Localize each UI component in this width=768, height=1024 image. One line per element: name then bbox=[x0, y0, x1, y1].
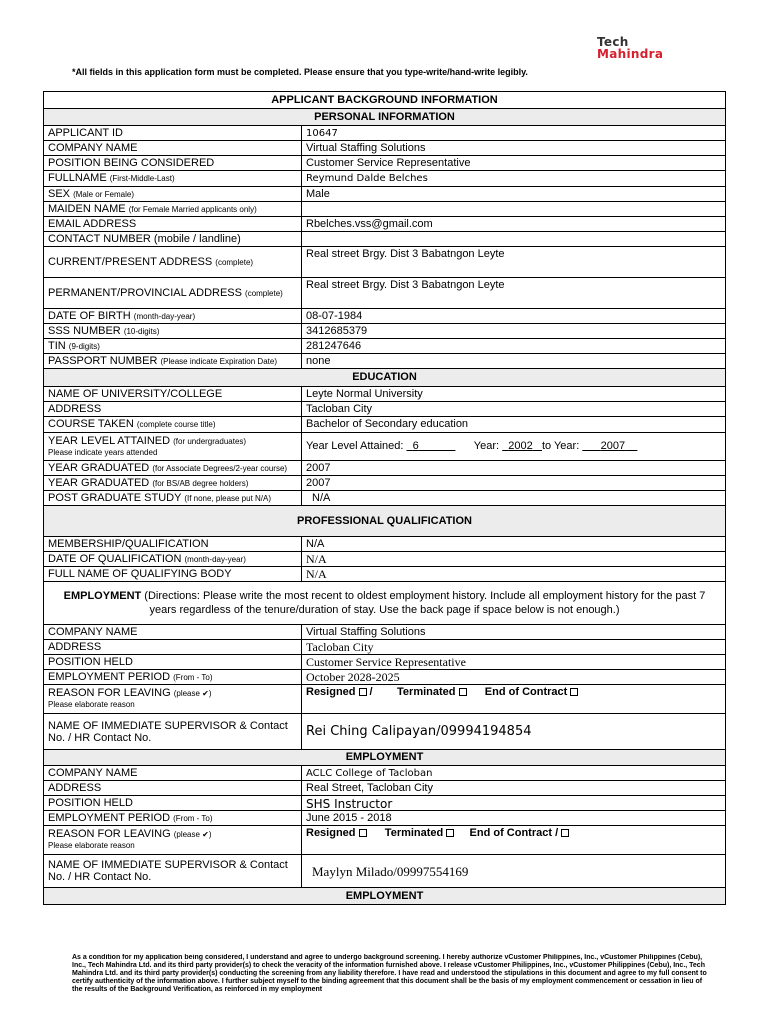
current-address-label-text: CURRENT/PRESENT ADDRESS bbox=[48, 255, 213, 268]
emp2-label-position: POSITION HELD bbox=[44, 796, 302, 811]
passport-label-text: PASSPORT NUMBER bbox=[48, 354, 158, 367]
section-employment-3: EMPLOYMENT bbox=[44, 888, 726, 905]
emp2-period-hint: (From - To) bbox=[173, 813, 213, 823]
emp1-end-checkbox[interactable] bbox=[570, 688, 578, 696]
maiden-label-text: MAIDEN NAME bbox=[48, 202, 126, 215]
tech-mahindra-logo bbox=[597, 36, 663, 60]
applicant-form bbox=[43, 91, 726, 905]
emp1-label-company: COMPANY NAME bbox=[44, 625, 302, 640]
year-from-text: 2002 bbox=[508, 440, 533, 452]
emp2-label-company: COMPANY NAME bbox=[44, 766, 302, 781]
form-title: APPLICANT BACKGROUND INFORMATION bbox=[44, 92, 726, 109]
emp1-resigned-label: Resigned bbox=[306, 686, 356, 698]
emp2-period-field[interactable]: June 2015 - 2018 bbox=[302, 811, 726, 826]
label-university: NAME OF UNIVERSITY/COLLEGE bbox=[44, 387, 302, 402]
membership-field[interactable]: N/A bbox=[302, 537, 726, 552]
qual-date-label-text: DATE OF QUALIFICATION bbox=[48, 552, 182, 565]
post-grad-label-text: POST GRADUATE STUDY bbox=[48, 491, 182, 504]
emp1-label-address: ADDRESS bbox=[44, 640, 302, 655]
emp2-terminated-label: Terminated bbox=[384, 827, 444, 839]
form-notice: *All fields in this application form must be completed. Please ensure that you type-write/hand-write legibly. bbox=[72, 67, 528, 77]
sss-hint: (10-digits) bbox=[123, 326, 160, 336]
emp2-end-label: End of Contract bbox=[469, 827, 553, 839]
label-grad-bs bbox=[44, 476, 302, 491]
sex-label-text: SEX bbox=[48, 187, 71, 200]
dob-label-text: DATE OF BIRTH bbox=[48, 309, 131, 322]
fullname-hint: (First-Middle-Last) bbox=[109, 174, 175, 183]
emp2-supervisor-label-1: NAME OF IMMEDIATE SUPERVISOR & Contact bbox=[48, 859, 288, 871]
year-level-hint2: Please indicate years attended bbox=[48, 447, 158, 457]
applicant-id-field[interactable]: 10647 bbox=[302, 126, 726, 141]
emp2-end-checkbox[interactable] bbox=[561, 829, 569, 837]
email-field[interactable]: Rbelches.vss@gmail.com bbox=[302, 217, 726, 232]
company-name-field[interactable]: Virtual Staffing Solutions bbox=[302, 141, 726, 156]
label-company-name: COMPANY NAME bbox=[44, 141, 302, 156]
grad-assoc-hint: (for Associate Degrees/2-year course) bbox=[152, 463, 288, 473]
emp2-reason-label-text: REASON FOR LEAVING bbox=[48, 828, 171, 840]
course-label-text: COURSE TAKEN bbox=[48, 418, 134, 430]
current-address-hint: (complete) bbox=[215, 257, 254, 267]
emp2-label-reason bbox=[44, 826, 302, 855]
emp2-reason-hint: (please ✔) bbox=[173, 830, 212, 839]
emp2-supervisor-field[interactable]: Maylyn Milado/09997554169 bbox=[302, 855, 726, 888]
grad-bs-hint: (for BS/AB degree holders) bbox=[152, 478, 249, 488]
post-grad-hint: (If none, please put N/A) bbox=[184, 493, 272, 503]
emp1-period-hint: (From - To) bbox=[173, 672, 213, 682]
label-maiden bbox=[44, 202, 302, 217]
emp1-reason-hint: (please ✔) bbox=[173, 689, 212, 698]
emp1-company-field[interactable]: Virtual Staffing Solutions bbox=[302, 625, 726, 640]
section-education: EDUCATION bbox=[44, 369, 726, 387]
sex-hint: (Male or Female) bbox=[73, 189, 134, 199]
emp2-label-address: ADDRESS bbox=[44, 781, 302, 796]
emp2-position-field[interactable]: SHS Instructor bbox=[302, 796, 726, 811]
employment-intro-title: EMPLOYMENT bbox=[63, 590, 142, 602]
dob-field[interactable]: 08-07-1984 bbox=[302, 309, 726, 324]
grad-assoc-label-text: YEAR GRADUATED bbox=[48, 461, 150, 474]
emp2-label-supervisor bbox=[44, 855, 302, 888]
passport-field[interactable]: none bbox=[302, 354, 726, 369]
qual-body-field[interactable]: N/A bbox=[302, 567, 726, 582]
label-edu-address: ADDRESS bbox=[44, 402, 302, 417]
label-year-level bbox=[44, 433, 302, 461]
position-field[interactable]: Customer Service Representative bbox=[302, 156, 726, 171]
permanent-address-field[interactable]: Real street Brgy. Dist 3 Babatngon Leyte bbox=[302, 278, 726, 309]
year-level-attained-label: Year Level Attained: bbox=[306, 440, 404, 452]
label-qual-body: FULL NAME OF QUALIFYING BODY bbox=[44, 567, 302, 582]
year-to-label: to Year: bbox=[541, 440, 580, 452]
section-employment-2: EMPLOYMENT bbox=[44, 750, 726, 766]
qual-date-field[interactable]: N/A bbox=[302, 552, 726, 567]
label-passport bbox=[44, 354, 302, 369]
emp1-period-label-text: EMPLOYMENT PERIOD bbox=[48, 670, 171, 683]
permanent-address-label-text: PERMANENT/PROVINCIAL ADDRESS bbox=[48, 286, 242, 299]
emp2-reason-hint2: Please elaborate reason bbox=[48, 841, 135, 850]
emp1-reason-label-text: REASON FOR LEAVING bbox=[48, 687, 171, 699]
permanent-address-hint: (complete) bbox=[245, 288, 283, 298]
employment-directions bbox=[44, 582, 726, 625]
emp2-label-period bbox=[44, 811, 302, 826]
emp1-label-position: POSITION HELD bbox=[44, 655, 302, 670]
employment-intro-text: (Directions: Please write the most recent to oldest employment history. Include all employment history for the past 7 years regardless of the tenure/duration of stay. Use the back page if space below is not enough.) bbox=[141, 590, 706, 616]
year-from-value bbox=[502, 440, 542, 452]
logo-line-2: Mahindra bbox=[597, 47, 664, 61]
emp1-reason-field[interactable] bbox=[302, 685, 726, 714]
qual-date-hint: (month-day-year) bbox=[184, 554, 246, 564]
emp2-reason-field[interactable] bbox=[302, 826, 726, 855]
emp1-terminated-label: Terminated bbox=[397, 686, 456, 698]
university-field[interactable]: Leyte Normal University bbox=[302, 387, 726, 402]
label-fullname bbox=[44, 171, 302, 187]
emp1-period-field[interactable]: October 2028-2025 bbox=[302, 670, 726, 685]
label-post-grad bbox=[44, 491, 302, 506]
year-level-field[interactable] bbox=[302, 433, 726, 461]
label-course bbox=[44, 417, 302, 433]
tin-label-text: TIN bbox=[48, 339, 66, 352]
emp2-resigned-label: Resigned bbox=[306, 827, 356, 839]
maiden-field[interactable] bbox=[302, 202, 726, 217]
current-address-field[interactable]: Real street Brgy. Dist 3 Babatngon Leyte bbox=[302, 247, 726, 278]
emp2-period-label-text: EMPLOYMENT PERIOD bbox=[48, 811, 171, 824]
emp1-label-supervisor bbox=[44, 714, 302, 750]
emp1-terminated-checkbox[interactable] bbox=[459, 688, 467, 696]
label-tin bbox=[44, 339, 302, 354]
label-membership: MEMBERSHIP/QUALIFICATION bbox=[44, 537, 302, 552]
emp1-position-field[interactable]: Customer Service Representative bbox=[302, 655, 726, 670]
label-qual-date bbox=[44, 552, 302, 567]
tin-hint: (9-digits) bbox=[68, 341, 100, 351]
emp2-supervisor-label-2: No. / HR Contact No. bbox=[48, 871, 152, 883]
emp2-end-mark: / bbox=[555, 827, 559, 839]
fullname-field[interactable]: Reymund Dalde Belches bbox=[302, 171, 726, 187]
maiden-hint: (for Female Married applicants only) bbox=[128, 204, 257, 214]
emp2-address-field[interactable]: Real Street, Tacloban City bbox=[302, 781, 726, 796]
sex-field[interactable]: Male bbox=[302, 187, 726, 202]
label-dob bbox=[44, 309, 302, 324]
emp1-label-period bbox=[44, 670, 302, 685]
year-to-text: 2007 bbox=[600, 440, 626, 452]
year-level-label-text: YEAR LEVEL ATTAINED bbox=[48, 434, 171, 447]
emp2-resigned-checkbox[interactable] bbox=[359, 829, 367, 837]
emp1-supervisor-label-1: NAME OF IMMEDIATE SUPERVISOR & Contact bbox=[48, 719, 288, 732]
section-personal: PERSONAL INFORMATION bbox=[44, 109, 726, 126]
label-current-address bbox=[44, 247, 302, 278]
passport-hint: (Please indicate Expiration Date) bbox=[160, 356, 277, 366]
label-applicant-id: APPLICANT ID bbox=[44, 126, 302, 141]
grad-assoc-field[interactable]: 2007 bbox=[302, 461, 726, 476]
emp1-supervisor-field[interactable]: Rei Ching Calipayan/09994194854 bbox=[302, 714, 726, 750]
dob-hint: (month-day-year) bbox=[133, 311, 196, 321]
year-level-hint: (for undergraduates) bbox=[173, 436, 247, 446]
tin-field[interactable]: 281247646 bbox=[302, 339, 726, 354]
contact-field[interactable] bbox=[302, 232, 726, 247]
label-sss bbox=[44, 324, 302, 339]
post-grad-field[interactable]: N/A bbox=[302, 491, 726, 506]
course-hint: (complete course title) bbox=[136, 420, 216, 429]
logo-line-1: Tech bbox=[597, 35, 629, 49]
emp1-resigned-checkbox[interactable] bbox=[359, 688, 367, 696]
emp1-resigned-mark: / bbox=[369, 686, 373, 698]
year-to-value bbox=[582, 440, 637, 452]
grad-bs-field[interactable]: 2007 bbox=[302, 476, 726, 491]
grad-bs-label-text: YEAR GRADUATED bbox=[48, 476, 150, 489]
emp1-reason-hint2: Please elaborate reason bbox=[48, 700, 135, 709]
year-level-attained-value bbox=[407, 440, 456, 452]
emp2-company-field[interactable]: ACLC College of Tacloban bbox=[302, 766, 726, 781]
emp1-supervisor-label-2: No. / HR Contact No. bbox=[48, 731, 152, 744]
section-professional: PROFESSIONAL QUALIFICATION bbox=[44, 506, 726, 537]
emp2-terminated-checkbox[interactable] bbox=[446, 829, 454, 837]
fullname-label-text: FULLNAME bbox=[48, 172, 107, 184]
emp1-end-label: End of Contract bbox=[484, 686, 568, 698]
sss-label-text: SSS NUMBER bbox=[48, 324, 121, 337]
label-sex bbox=[44, 187, 302, 202]
legal-consent-text: As a condition for my application being considered, I understand and agree to undergo background screening. I hereby authorize vCustomer Philippines, Inc., vCustomer Philippines (Cebu), Inc., Tech Mahindra Ltd. and its third party provider(s) to check the veracity of the information furnished above. I release vCustomer Philippines, Inc., vCustomer Philippines (Cebu), Inc., Tech Mahindra Ltd. and its third party provider(s) conducting the screening from any liability therefore. I have read and understood the stipulations in this document and agree to my full consent to certify authenticity of the information above. I further subject myself to the binding agreement that this document shall be the basis of my employment commencement or cessation in lieu of the results of the Background Verification, as reinforced in my employment bbox=[72, 954, 707, 993]
emp1-label-reason bbox=[44, 685, 302, 714]
emp1-address-field[interactable]: Tacloban City bbox=[302, 640, 726, 655]
label-grad-assoc bbox=[44, 461, 302, 476]
sss-field[interactable]: 3412685379 bbox=[302, 324, 726, 339]
year-from-label: Year: bbox=[473, 440, 500, 452]
label-permanent-address bbox=[44, 278, 302, 309]
edu-address-field[interactable]: Tacloban City bbox=[302, 402, 726, 417]
label-position: POSITION BEING CONSIDERED bbox=[44, 156, 302, 171]
year-level-attained-text: 6 bbox=[412, 440, 419, 452]
label-contact: CONTACT NUMBER (mobile / landline) bbox=[44, 232, 302, 247]
course-field[interactable]: Bachelor of Secondary education bbox=[302, 417, 726, 433]
label-email: EMAIL ADDRESS bbox=[44, 217, 302, 232]
